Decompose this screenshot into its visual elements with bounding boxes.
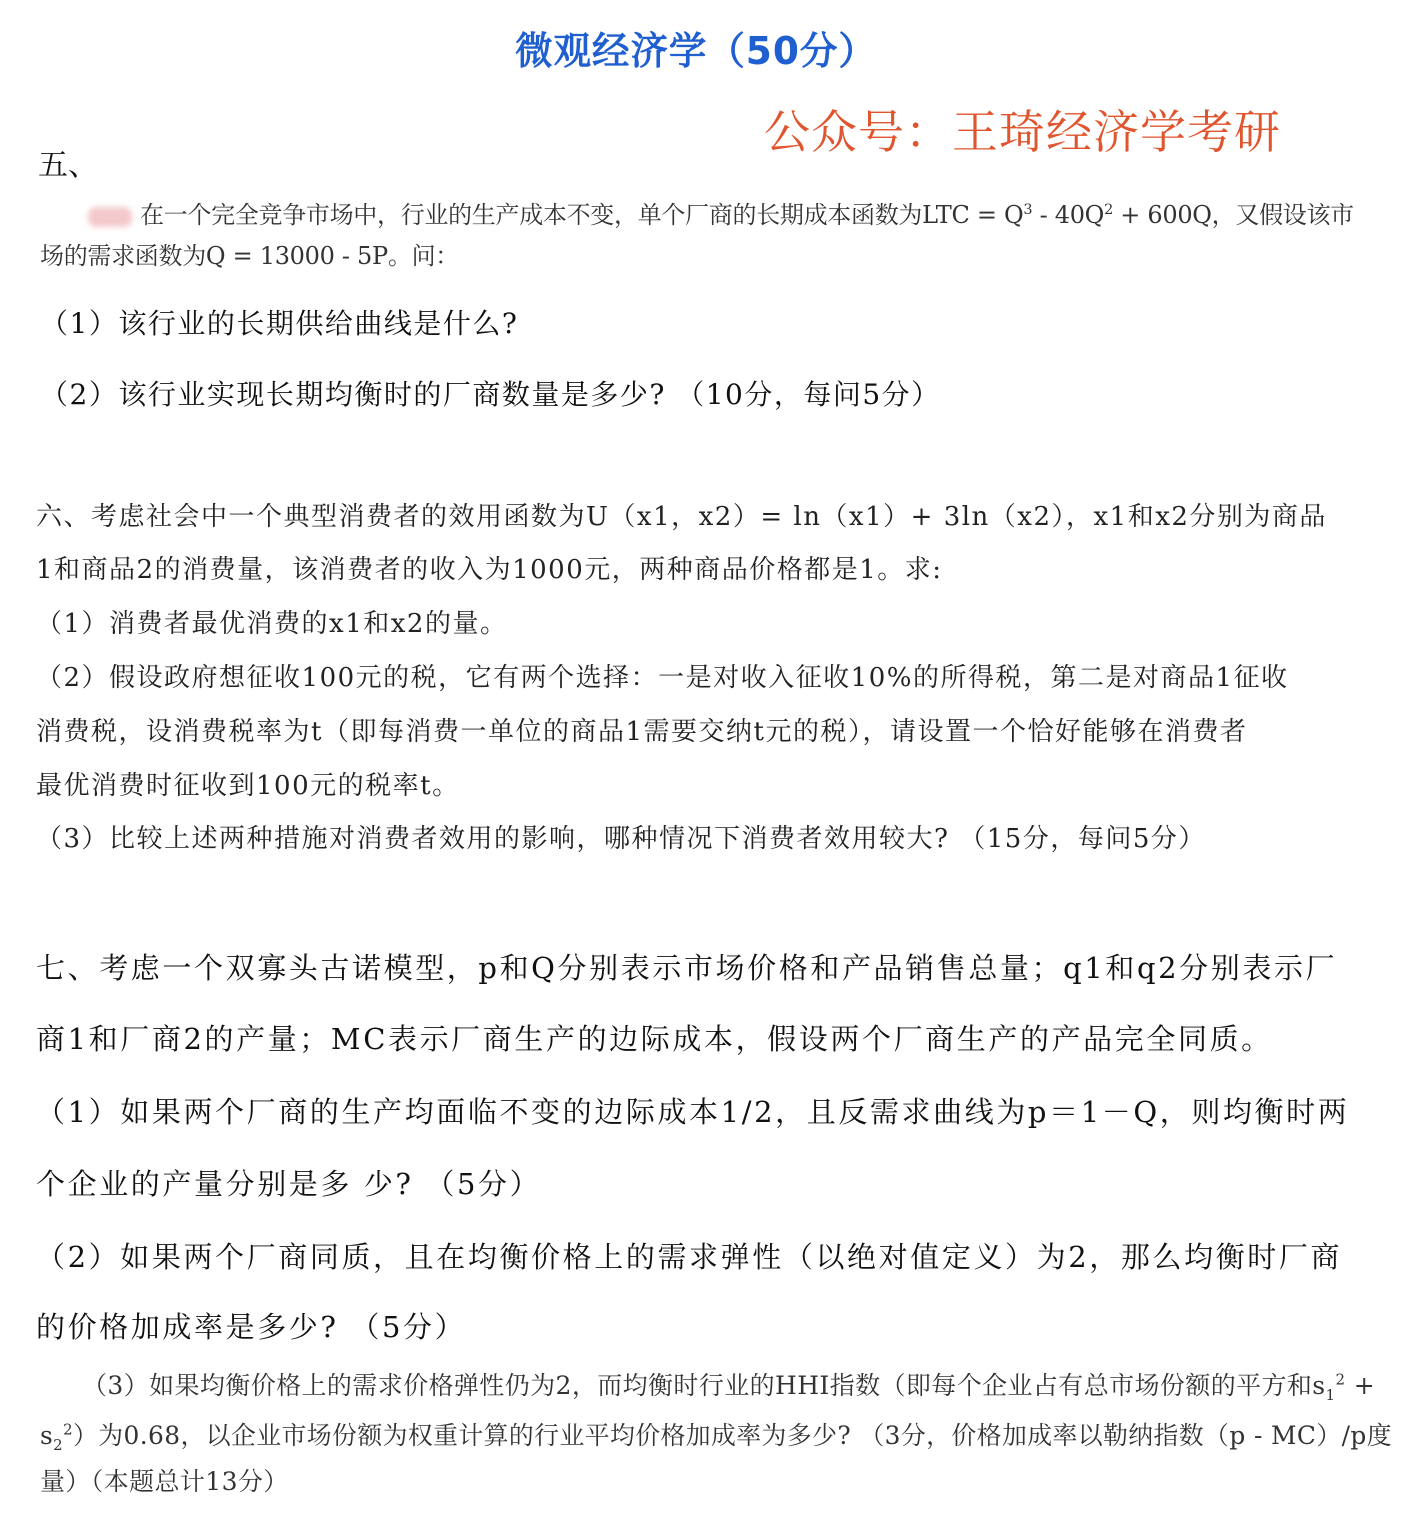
q5-text-line2: 场的需求函数为Q = 13000 - 5P。问： <box>40 242 459 270</box>
q6-line1: 六、考虑社会中一个典型消费者的效用函数为U（x1，x2）= ln（x1）+ 3ln（x2），x1和x2分别为商品 <box>36 502 1327 532</box>
q7-line1: 七、考虑一个双寡头古诺模型，p和Q分别表示市场价格和产品销售总量；q1和q2分别表示厂 <box>36 951 1338 985</box>
q7-sub3-sub-2: 2 <box>53 1436 64 1454</box>
q7-sub3-line3: 量）（本题总计13分） <box>40 1467 289 1496</box>
q5-sub1: （1）该行业的长期供给曲线是什么? <box>40 307 519 340</box>
q5-text-line1 <box>88 195 1354 230</box>
q6-sub2-line1: （2）假设政府想征收100元的税，它有两个选择：一是对收入征收10%的所得税，第二是对商品1征收 <box>36 663 1289 693</box>
q5-sup1: 3 <box>1023 202 1033 218</box>
q7-sub2-line1: （2）如果两个厂商同质，且在均衡价格上的需求弹性（以绝对值定义）为2，那么均衡时厂商 <box>36 1240 1343 1274</box>
q7-sub3-text1: （3）如果均衡价格上的需求价格弹性仍为2，而均衡时行业的HHI指数（即每个企业占有总市场份额的平方和s <box>82 1371 1326 1400</box>
q7-sub1-line1: （1）如果两个厂商的生产均面临不变的边际成本1/2，且反需求曲线为p＝1－Q，则均衡时两 <box>36 1095 1350 1129</box>
q5-sup2: 2 <box>1104 202 1113 218</box>
redacted-mark <box>88 207 132 227</box>
q6-sub3: （3）比较上述两种措施对消费者效用的影响，哪种情况下消费者效用较大? （15分，每问5分） <box>36 824 1206 854</box>
q7-sub1-line2: 个企业的产量分别是多 少? （5分） <box>36 1167 542 1201</box>
q7-sub3-sup-2: 2 <box>63 1420 73 1439</box>
q5-text3: + 600Q，又假设该市 <box>1112 201 1354 229</box>
q7-sub3-line1 <box>82 1366 1375 1404</box>
q5-text2: - 40Q <box>1032 201 1105 229</box>
q5-sub2: （2）该行业实现长期均衡时的厂商数量是多少? （10分，每问5分） <box>40 378 941 411</box>
watermark-text: 公众号：王琦经济学考研 <box>764 105 1281 159</box>
q6-sub1: （1）消费者最优消费的x1和x2的量。 <box>36 609 508 639</box>
q7-sub3-sup-1: 2 <box>1335 1370 1346 1389</box>
q7-line2: 商1和厂商2的产量；MC表示厂商生产的边际成本，假设两个厂商生产的产品完全同质。 <box>36 1022 1273 1056</box>
q6-sub2-line2: 消费税，设消费税率为t（即每消费一单位的商品1需要交纳t元的税），请设置一个恰好能够在消费者 <box>36 717 1248 747</box>
page-title: 微观经济学（50分） <box>515 29 877 73</box>
q6-sub2-line3: 最优消费时征收到100元的税率t。 <box>36 771 460 801</box>
q7-sub2-line2: 的价格加成率是多少? （5分） <box>36 1310 467 1344</box>
q7-sub3-line2 <box>40 1416 1392 1454</box>
q7-sub3-text2b: ）为0.68，以企业市场份额为权重计算的行业平均价格加成率为多少? （3分，价格加成率以勒纳指数（p - MC）/p度 <box>72 1421 1392 1450</box>
q6-line2: 1和商品2的消费量，该消费者的收入为1000元，两种商品价格都是1。求: <box>36 555 943 585</box>
q7-sub3-text1b: + <box>1345 1371 1376 1400</box>
q5-heading: 五、 <box>38 148 98 183</box>
q7-sub3-sub-1: 1 <box>1325 1386 1336 1404</box>
q5-text1: 在一个完全竞争市场中，行业的生产成本不变，单个厂商的长期成本函数为LTC = Q <box>140 201 1024 229</box>
q7-sub3-text2a: s <box>40 1421 54 1450</box>
